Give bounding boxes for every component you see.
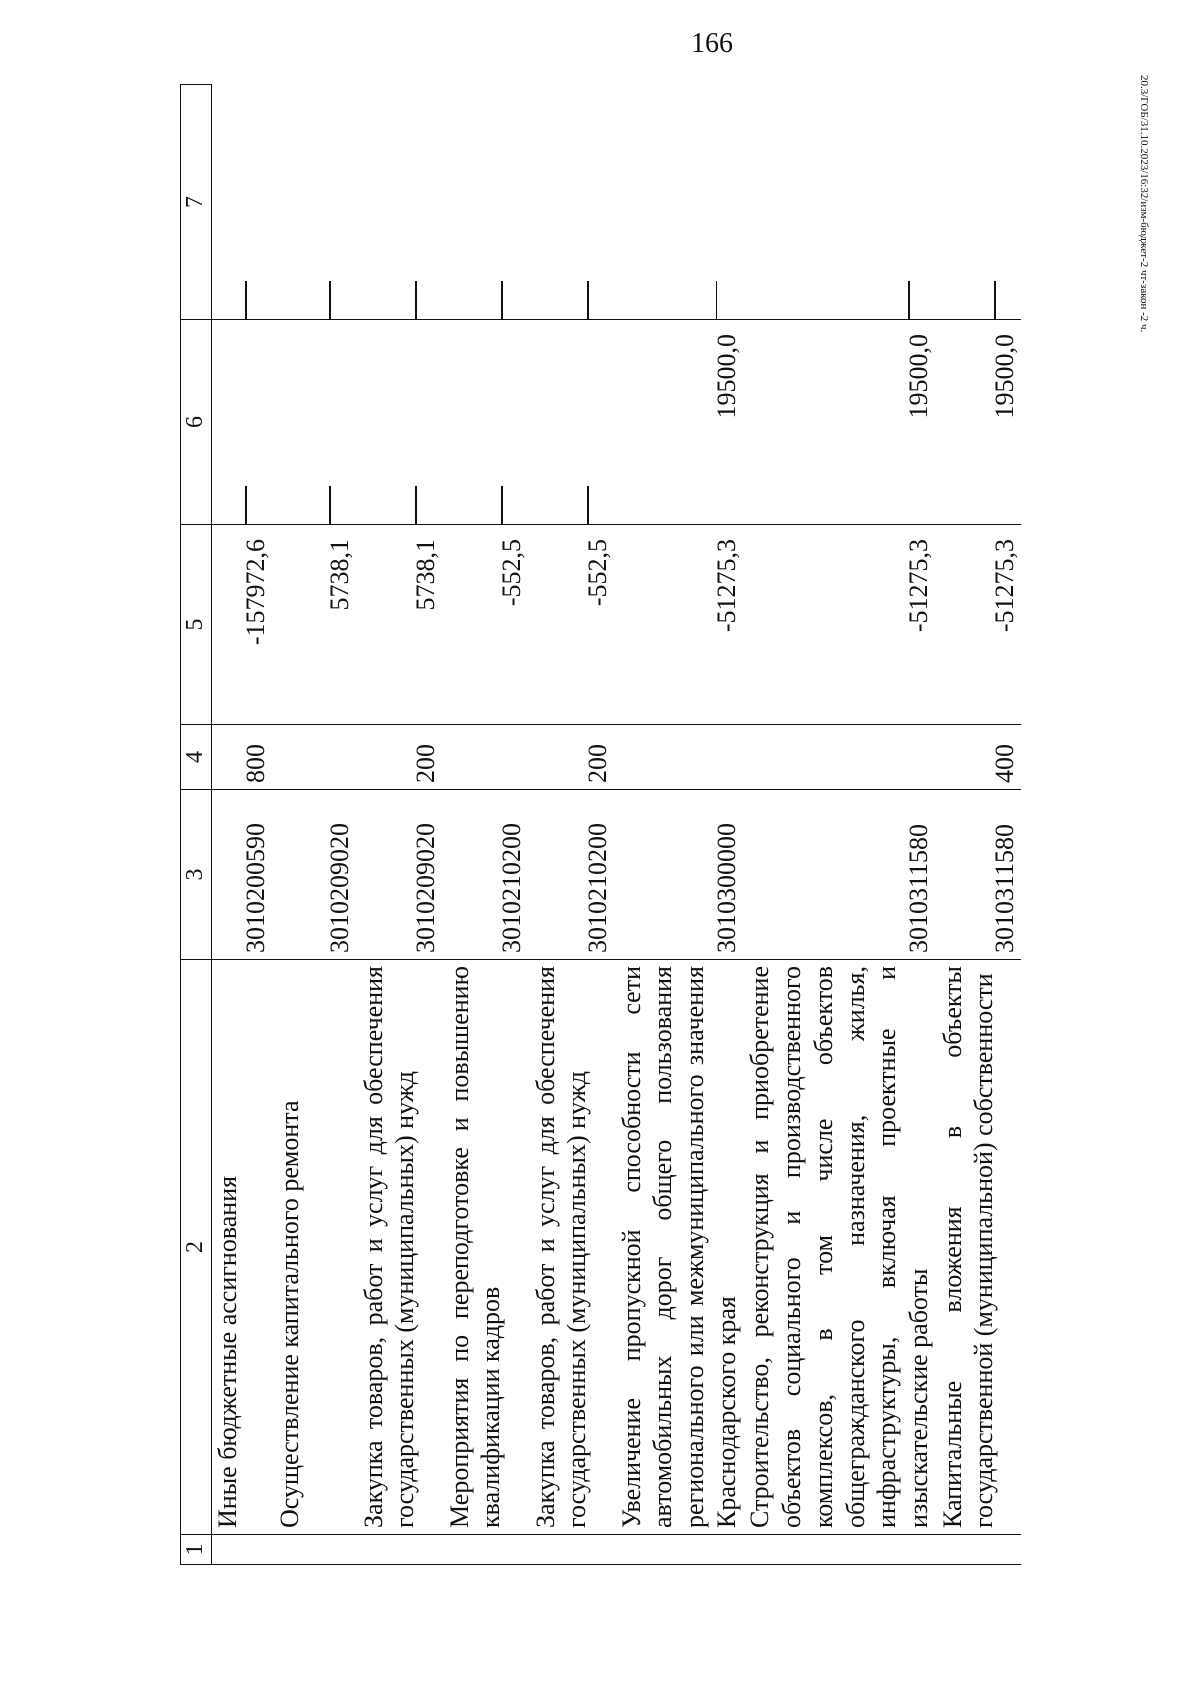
cell-name: Закупка товаров, работ и услуг для обеспечения государственных (муниципальных) нужд	[528, 960, 614, 1535]
cell-amount-col-7	[742, 85, 934, 320]
cell-amount-col-6	[442, 320, 528, 525]
empty-value-dash	[415, 281, 417, 319]
cell-expense-type: 200	[356, 725, 442, 790]
cell-amount-col-6	[212, 320, 272, 525]
cell-col-1	[614, 1535, 743, 1565]
cell-code: 3010209020	[356, 790, 442, 960]
header-col-6: 6	[181, 320, 212, 525]
cell-code: 3010209020	[272, 790, 356, 960]
empty-value-dash	[245, 281, 247, 319]
cell-amount-col-7	[442, 85, 528, 320]
table-row	[212, 85, 272, 1565]
cell-amount-col-5: -51275,3	[935, 525, 1021, 725]
cell-amount-col-7	[614, 85, 743, 320]
empty-value-dash	[501, 486, 503, 524]
cell-code: 3010210200	[442, 790, 528, 960]
cell-amount-col-6	[528, 320, 614, 525]
header-col-1: 1	[181, 1535, 212, 1565]
cell-name: Строительство, реконструкция и приобретение объектов социального и производственного комплексов, в том числе объектов общегражданского назначения, жилья, инфраструктуры, включая проектные и изыскательские работы	[742, 960, 934, 1535]
cell-amount-col-7	[935, 85, 1021, 320]
document-footer-code: 20.3/ГОБ/31.10.2023/16:32/изм-бюджет-2 чт-закон -2 ч.	[1138, 75, 1150, 333]
cell-code: 3010311580	[935, 790, 1021, 960]
header-col-2: 2	[181, 960, 212, 1535]
budget-table	[180, 84, 1021, 1565]
cell-col-1	[212, 1535, 272, 1565]
empty-value-dash	[587, 281, 589, 319]
cell-amount-col-6	[272, 320, 356, 525]
cell-expense-type: 800	[212, 725, 272, 790]
cell-amount-col-5: -51275,3	[614, 525, 743, 725]
budget-table-rotated	[180, 85, 1140, 1565]
cell-col-1	[528, 1535, 614, 1565]
cell-name: Мероприятия по переподготовке и повышению квалификации кадров	[442, 960, 528, 1535]
cell-amount-col-5: 5738,1	[356, 525, 442, 725]
cell-expense-type: 400	[935, 725, 1021, 790]
cell-amount-col-7	[356, 85, 442, 320]
cell-amount-col-5: -51275,3	[742, 525, 934, 725]
cell-col-1	[356, 1535, 442, 1565]
cell-amount-col-7	[272, 85, 356, 320]
header-col-4: 4	[181, 725, 212, 790]
cell-code: 3010200590	[212, 790, 272, 960]
cell-amount-col-7	[212, 85, 272, 320]
table-row	[935, 85, 1021, 1565]
cell-expense-type: 200	[528, 725, 614, 790]
table-header-row	[181, 85, 212, 1565]
cell-expense-type	[442, 725, 528, 790]
page-number: 166	[691, 28, 733, 59]
cell-amount-col-7	[528, 85, 614, 320]
cell-amount-col-5: -552,5	[528, 525, 614, 725]
cell-expense-type	[272, 725, 356, 790]
cell-expense-type	[742, 725, 934, 790]
cell-col-1	[442, 1535, 528, 1565]
cell-amount-col-5: -552,5	[442, 525, 528, 725]
cell-amount-col-6: 19500,0	[614, 320, 743, 525]
cell-amount-col-6: 19500,0	[742, 320, 934, 525]
table-row	[614, 85, 743, 1565]
cell-code: 3010311580	[742, 790, 934, 960]
header-col-3: 3	[181, 790, 212, 960]
cell-amount-col-5: -157972,6	[212, 525, 272, 725]
empty-value-dash	[587, 486, 589, 524]
cell-name: Капитальные вложения в объекты государственной (муниципальной) собственности	[935, 960, 1021, 1535]
empty-value-dash	[501, 281, 503, 319]
cell-expense-type	[614, 725, 743, 790]
cell-col-1	[935, 1535, 1021, 1565]
empty-value-dash	[245, 486, 247, 524]
empty-value-dash	[994, 281, 996, 319]
cell-col-1	[272, 1535, 356, 1565]
cell-amount-col-6: 19500,0	[935, 320, 1021, 525]
empty-value-dash	[415, 486, 417, 524]
header-col-5: 5	[181, 525, 212, 725]
table-row	[442, 85, 528, 1565]
table-row	[356, 85, 442, 1565]
cell-name: Иные бюджетные ассигнования	[212, 960, 272, 1535]
empty-value-dash	[329, 281, 331, 319]
empty-value-dash	[716, 281, 718, 319]
cell-code: 3010300000	[614, 790, 743, 960]
empty-value-dash	[908, 281, 910, 319]
table-row	[272, 85, 356, 1565]
cell-name: Закупка товаров, работ и услуг для обеспечения государственных (муниципальных) нужд	[356, 960, 442, 1535]
header-col-7: 7	[181, 85, 212, 320]
cell-name: Осуществление капитального ремонта	[272, 960, 356, 1535]
cell-col-1	[742, 1535, 934, 1565]
cell-amount-col-5: 5738,1	[272, 525, 356, 725]
table-row	[528, 85, 614, 1565]
cell-name: Увеличение пропускной способности сети автомобильных дорог общего пользования регионального или межмуниципального значения Краснодарского края	[614, 960, 743, 1535]
empty-value-dash	[329, 486, 331, 524]
cell-code: 3010210200	[528, 790, 614, 960]
table-row	[742, 85, 934, 1565]
cell-amount-col-6	[356, 320, 442, 525]
